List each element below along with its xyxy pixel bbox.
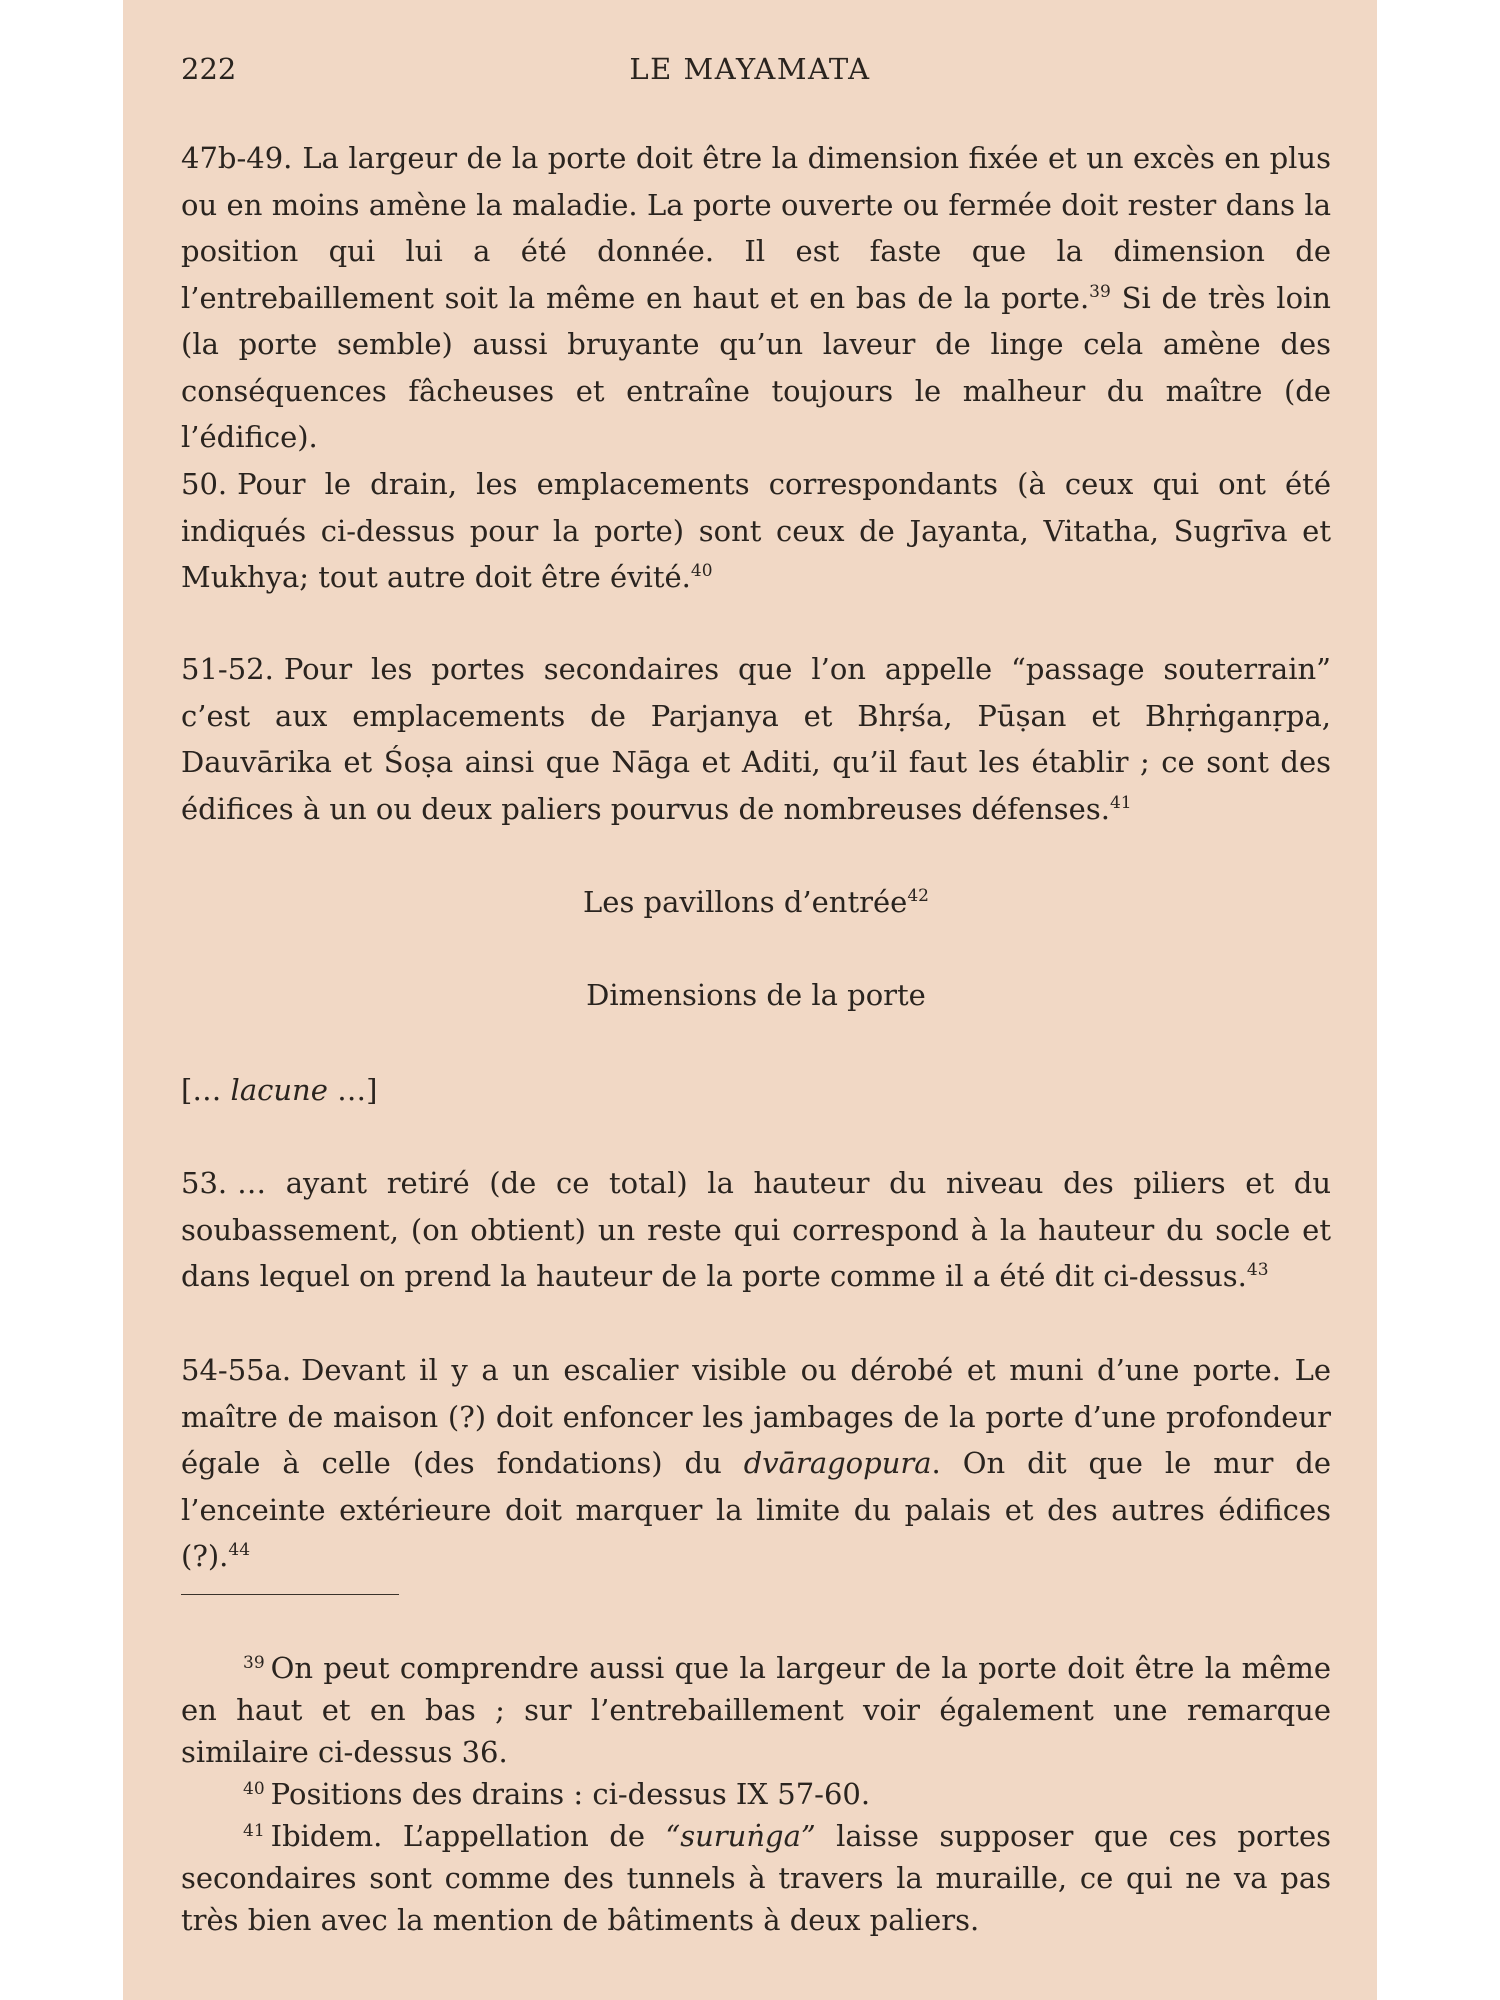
verse-number: 47b-49. xyxy=(181,141,293,175)
italic-term: “suruṅga” xyxy=(665,1819,816,1853)
footnote-ref: 39 xyxy=(1089,281,1111,302)
lacuna-close: …] xyxy=(327,1073,378,1107)
footnote-40 xyxy=(181,1773,1331,1815)
lacuna-word: lacune xyxy=(230,1073,328,1107)
footnotes xyxy=(181,1647,1331,1941)
footnote-text-continued: laisse supposer que ces portes secondaires sont comme des tunnels à travers la muraille, ce qui ne va pas très bien avec la mention de bâtiments à deux paliers. xyxy=(181,1819,1331,1937)
book-page xyxy=(123,0,1377,2000)
verse-number: 53. xyxy=(181,1166,228,1200)
verse-number: 54-55a. xyxy=(181,1353,292,1387)
footnote-number: 39 xyxy=(243,1653,265,1673)
lacuna-marker xyxy=(181,1067,377,1113)
verse-number: 51-52. xyxy=(181,652,274,686)
footnote-separator xyxy=(181,1594,399,1595)
footnote-41 xyxy=(181,1815,1331,1941)
footnote-number: 41 xyxy=(243,1821,265,1841)
paragraph-text-continued: Si de très loin (la porte semble) aussi bruyante qu’un laveur de linge cela amène des conséquences fâcheuses et entraîne toujours le malheur du maître (de l’édifice). xyxy=(181,280,1331,454)
section-heading-entrance-pavilions xyxy=(181,879,1331,925)
paragraph-text: Devant il y a un escalier visible ou dérobé et muni d’une porte. Le maître de maison (?) doit enfoncer les jambages de la porte d’une profondeur égale à celle (des fondations) du xyxy=(181,1353,1331,1480)
footnote-text: On peut comprendre aussi que la largeur de la porte doit être la même en haut et en bas ; sur l’entrebaillement voir également une remarque similaire ci-dessus 36. xyxy=(181,1651,1331,1769)
paragraph-text: … ayant retiré (de ce total) la hauteur du niveau des piliers et du soubassement, (on obtient) un reste qui correspond à la hauteur du socle et dans lequel on prend la hauteur de la porte comme il a été dit ci-dessus. xyxy=(181,1166,1331,1293)
footnote-number: 40 xyxy=(243,1779,265,1799)
section-heading-door-dimensions: Dimensions de la porte xyxy=(586,978,926,1012)
paragraph-50 xyxy=(181,461,1331,601)
verse-number: 50. xyxy=(181,467,228,501)
paragraph-51-52 xyxy=(181,646,1331,832)
footnote-ref: 40 xyxy=(690,561,713,581)
running-title: LE MAYAMATA xyxy=(629,52,871,86)
footnote-ref: 41 xyxy=(1109,792,1132,813)
page-number: 222 xyxy=(181,52,237,86)
paragraph-text: Pour les portes secondaires que l’on appelle “passage souterrain” c’est aux emplacements de Parjanya et Bhṛśa, Pūṣan et Bhṛṅganṛpa, Dauvārika et Śoṣa ainsi que Nāga et Aditi, qu’il faut les établir ; ce sont des édifices à un ou deux paliers pourvus de nombreuses défenses. xyxy=(181,652,1331,826)
page-header xyxy=(181,52,1319,92)
paragraph-53 xyxy=(181,1160,1331,1300)
footnote-ref: 43 xyxy=(1246,1260,1269,1280)
paragraph-text: Pour le drain, les emplacements correspondants (à ceux qui ont été indiqués ci-dessus pour la porte) sont ceux de Jayanta, Vitatha, Sugrīva et Mukhya; tout autre doit être évité. xyxy=(181,467,1331,594)
footnote-39 xyxy=(181,1647,1331,1773)
footnote-ref: 42 xyxy=(907,886,929,906)
footnote-text: Positions des drains : ci-dessus IX 57-60. xyxy=(270,1777,871,1811)
footnote-text: Ibidem. L’appellation de xyxy=(270,1819,666,1853)
italic-term: dvāragopura xyxy=(743,1446,932,1480)
paragraph-47b-49 xyxy=(181,135,1331,461)
heading-text: Les pavillons d’entrée xyxy=(583,885,908,919)
lacuna-open: [… xyxy=(181,1073,231,1107)
footnote-ref: 44 xyxy=(228,1540,251,1560)
paragraph-text-continued: . On dit que le mur de l’enceinte extérieure doit marquer la limite du palais et des autres édifices (?). xyxy=(181,1446,1332,1573)
paragraph-54-55a xyxy=(181,1347,1331,1580)
paragraph-text: La largeur de la porte doit être la dimension fixée et un excès en plus ou en moins amène la maladie. La porte ouverte ou fermée doit rester dans la position qui lui a été donnée. Il est faste que la dimension de l’entrebaillement soit la même en haut et en bas de la porte. xyxy=(181,141,1331,315)
